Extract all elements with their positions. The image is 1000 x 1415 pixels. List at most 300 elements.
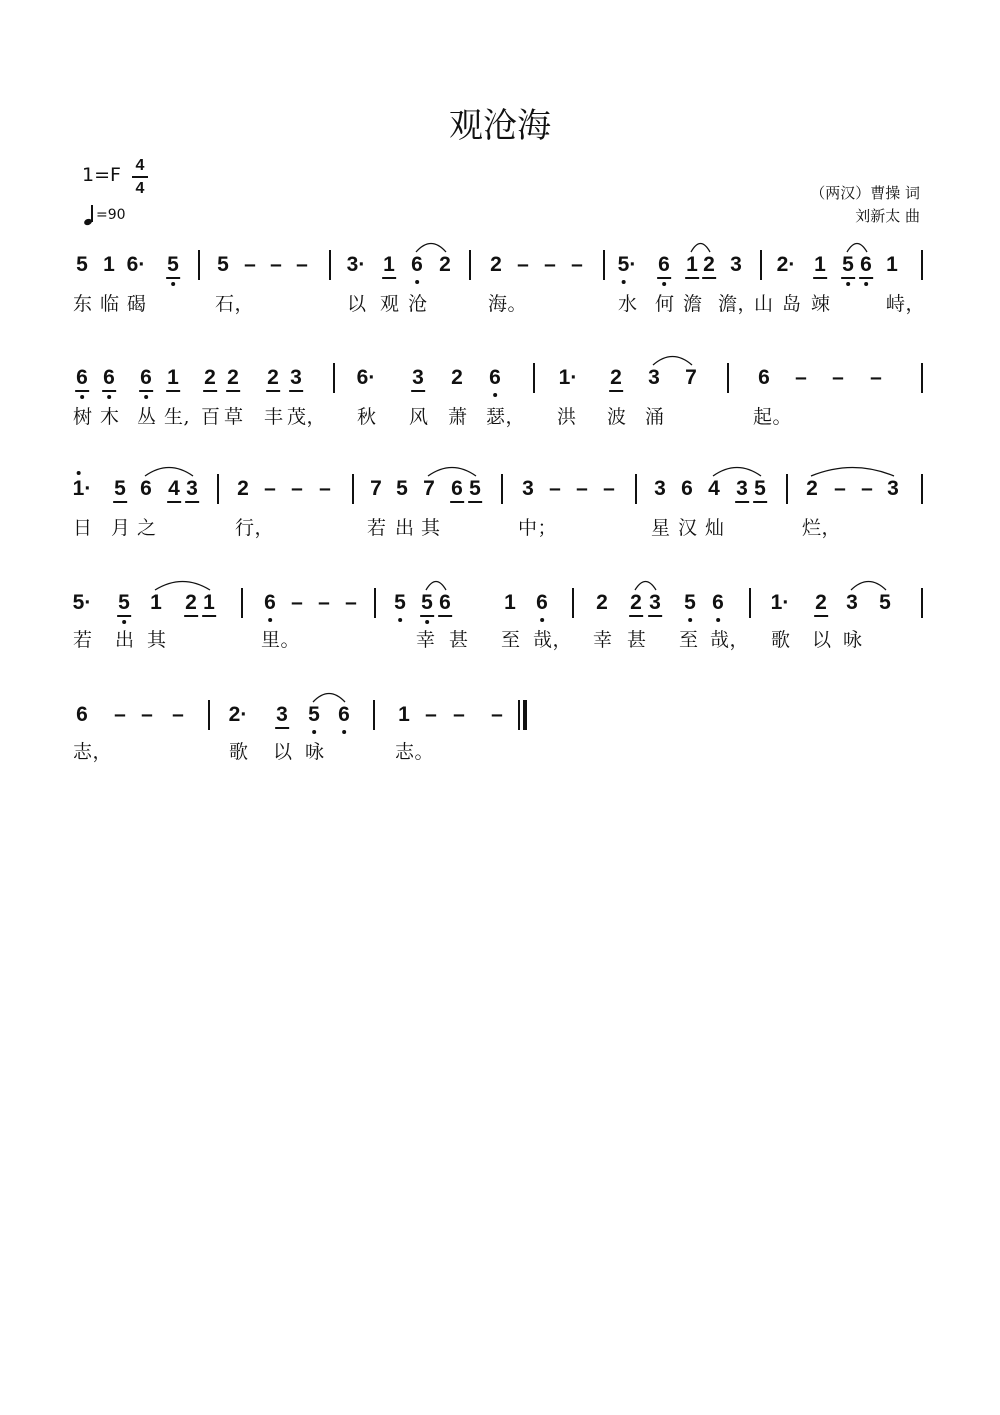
slur <box>633 576 658 592</box>
hold-dash <box>319 476 331 502</box>
note <box>654 476 666 502</box>
augmentation-dot: · <box>84 477 92 500</box>
key-label: 1=F <box>82 164 121 186</box>
lyric-syllable: 若 <box>367 517 387 539</box>
barline <box>572 588 574 618</box>
lyric-syllable: 碣 <box>127 293 147 315</box>
barline <box>333 363 335 393</box>
note-digit: 2 <box>815 591 827 614</box>
lyric-syllable: 澹， <box>718 293 758 315</box>
time-signature <box>132 156 148 198</box>
note-digit: 4 <box>708 477 720 500</box>
underline-beam <box>166 277 180 279</box>
hold-dash-glyph: – <box>576 477 588 500</box>
note <box>886 252 898 278</box>
hold-dash-glyph: – <box>517 253 529 276</box>
note-digit: 1 <box>504 591 516 614</box>
note-digit: 6 <box>536 591 548 614</box>
octave-down-dot <box>171 282 175 286</box>
hold-dash <box>861 476 873 502</box>
note <box>186 476 198 502</box>
note-digit: 6 <box>439 591 451 614</box>
lyric-syllable: 生, <box>164 406 191 428</box>
lyric-syllable: 以 <box>347 293 367 315</box>
note-digit: 7 <box>370 477 382 500</box>
note <box>522 476 534 502</box>
lyric-syllable: 至 <box>679 629 699 651</box>
note-digit: 3 <box>290 366 302 389</box>
note <box>489 365 501 391</box>
underline-beam <box>117 615 131 617</box>
underline-beam <box>859 277 873 279</box>
hold-dash <box>834 476 846 502</box>
barline <box>921 250 923 280</box>
underline-beam <box>648 615 662 617</box>
slur <box>689 238 712 254</box>
lyric-syllable: 以 <box>273 741 293 763</box>
final-barline <box>523 700 527 730</box>
underline-beam <box>166 390 180 392</box>
lyric-syllable: 临 <box>100 293 120 315</box>
note-digit: 7 <box>423 477 435 500</box>
underline-beam <box>685 277 699 279</box>
note <box>150 590 162 616</box>
note <box>411 252 423 278</box>
note <box>76 365 88 391</box>
note <box>439 590 451 616</box>
hold-dash <box>270 252 282 278</box>
note-digit: 2 <box>237 477 249 500</box>
hold-dash-glyph: – <box>571 253 583 276</box>
hold-dash-glyph: – <box>141 703 153 726</box>
note-digit: 6 <box>681 477 693 500</box>
time-signature-bottom: 4 <box>135 180 145 197</box>
note-digit: 5 <box>167 253 179 276</box>
note <box>347 252 366 278</box>
lyric-syllable: 月 <box>111 517 131 539</box>
octave-up-dot <box>77 471 81 475</box>
note <box>267 365 279 391</box>
note-digit: 2 <box>703 253 715 276</box>
note <box>596 590 608 616</box>
note <box>118 590 130 616</box>
barline <box>635 474 637 504</box>
tempo-value: =90 <box>96 207 126 223</box>
octave-down-dot <box>107 395 111 399</box>
lyric-syllable: 汉 <box>678 517 698 539</box>
note <box>815 590 827 616</box>
hold-dash-glyph: – <box>453 703 465 726</box>
note-digit: 6 <box>712 591 724 614</box>
lyric-syllable: 洪 <box>557 406 577 428</box>
lyric-syllable: 星 <box>651 517 671 539</box>
lyric-syllable: 风 <box>409 406 429 428</box>
barline <box>786 474 788 504</box>
note-digit: 3 <box>736 477 748 500</box>
underline-beam <box>841 277 855 279</box>
note <box>708 476 720 502</box>
note-digit: 5 <box>217 253 229 276</box>
note <box>76 252 88 278</box>
lyric-syllable: 树 <box>73 406 93 428</box>
lyric-syllable: 观 <box>380 293 400 315</box>
note <box>237 476 249 502</box>
note-digit: 5 <box>118 591 130 614</box>
hold-dash <box>425 702 437 728</box>
hold-dash-glyph: – <box>270 253 282 276</box>
note <box>736 476 748 502</box>
octave-down-dot <box>716 618 720 622</box>
note <box>229 702 248 728</box>
note-digit: 5 <box>76 253 88 276</box>
underline-beam <box>289 390 303 392</box>
barline <box>603 250 605 280</box>
note <box>879 590 891 616</box>
note <box>338 702 350 728</box>
octave-down-dot <box>662 282 666 286</box>
augmentation-dot: · <box>358 253 366 276</box>
underline-beam <box>184 615 198 617</box>
lyric-syllable: 水 <box>618 293 638 315</box>
barline <box>533 363 535 393</box>
note <box>73 590 92 616</box>
barline <box>749 588 751 618</box>
note <box>490 252 502 278</box>
octave-down-dot <box>122 620 126 624</box>
lyric-syllable: 竦 <box>811 293 831 315</box>
note <box>610 365 622 391</box>
barline <box>727 363 729 393</box>
augmentation-dot: · <box>782 591 790 614</box>
note-digit: 2 <box>185 591 197 614</box>
note-digit: 5 <box>879 591 891 614</box>
note-digit: 5 <box>754 477 766 500</box>
note-digit: 3 <box>730 253 742 276</box>
note <box>730 252 742 278</box>
octave-down-dot <box>493 393 497 397</box>
slur <box>424 576 448 592</box>
note <box>203 590 215 616</box>
hold-dash <box>141 702 153 728</box>
note <box>383 252 395 278</box>
hold-dash <box>345 590 357 616</box>
hold-dash-glyph: – <box>296 253 308 276</box>
note <box>754 476 766 502</box>
note-digit: 1 <box>103 253 115 276</box>
note-digit: 2 <box>267 366 279 389</box>
note <box>842 252 854 278</box>
note-digit: 5 <box>396 477 408 500</box>
note-digit: 3 <box>887 477 899 500</box>
octave-down-dot <box>268 618 272 622</box>
note <box>681 476 693 502</box>
note-digit: 1 <box>558 366 571 389</box>
note-digit: 6 <box>126 253 139 276</box>
octave-down-dot <box>846 282 850 286</box>
underline-beam <box>202 615 216 617</box>
note <box>227 365 239 391</box>
note-digit: 2 <box>806 477 818 500</box>
slur <box>426 462 478 478</box>
note <box>649 590 661 616</box>
note <box>412 365 424 391</box>
underline-beam <box>468 501 482 503</box>
hold-dash-glyph: – <box>264 477 276 500</box>
lyric-syllable: 咏 <box>843 629 863 651</box>
barline <box>241 588 243 618</box>
note-digit: 1 <box>203 591 215 614</box>
hold-dash-glyph: – <box>603 477 615 500</box>
note-digit: 1 <box>72 477 85 500</box>
note-digit: 2 <box>596 591 608 614</box>
hold-dash-glyph: – <box>834 477 846 500</box>
lyric-syllable: 石， <box>215 293 255 315</box>
hold-dash <box>571 252 583 278</box>
underline-beam <box>75 390 89 392</box>
note-digit: 1 <box>167 366 179 389</box>
hold-dash-glyph: – <box>861 477 873 500</box>
underline-beam <box>450 501 464 503</box>
note <box>394 590 406 616</box>
note-digit: 3 <box>412 366 424 389</box>
lyric-syllable: 百 <box>201 406 221 428</box>
note <box>684 590 696 616</box>
note-digit: 2 <box>490 253 502 276</box>
underline-beam <box>266 390 280 392</box>
note-digit: 5 <box>469 477 481 500</box>
barline <box>921 363 923 393</box>
note <box>127 252 146 278</box>
lyric-syllable: 若 <box>73 629 93 651</box>
note-digit: 5 <box>72 591 85 614</box>
slur <box>809 462 896 478</box>
underline-beam <box>185 501 199 503</box>
lyric-syllable: 幸 <box>416 629 436 651</box>
barline <box>208 700 210 730</box>
barline <box>921 588 923 618</box>
note-digit: 2 <box>228 703 241 726</box>
hold-dash-glyph: – <box>291 477 303 500</box>
lyric-syllable: 草 <box>224 406 244 428</box>
note <box>887 476 899 502</box>
note <box>185 590 197 616</box>
note-digit: 1 <box>770 591 783 614</box>
note <box>777 252 796 278</box>
note-digit: 6 <box>758 366 770 389</box>
hold-dash <box>264 476 276 502</box>
note-digit: 1 <box>686 253 698 276</box>
barline <box>217 474 219 504</box>
note-digit: 6 <box>860 253 872 276</box>
octave-down-dot <box>415 280 419 284</box>
hold-dash-glyph: – <box>544 253 556 276</box>
lyric-syllable: 里。 <box>261 629 301 651</box>
note-digit: 6 <box>658 253 670 276</box>
note <box>814 252 826 278</box>
hold-dash <box>517 252 529 278</box>
underline-beam <box>735 501 749 503</box>
slur <box>849 576 888 592</box>
note <box>703 252 715 278</box>
note-digit: 6 <box>411 253 423 276</box>
lyric-syllable: 丛 <box>137 406 157 428</box>
slur <box>845 238 869 254</box>
note <box>103 252 115 278</box>
note <box>618 252 637 278</box>
barline <box>352 474 354 504</box>
augmentation-dot: · <box>629 253 637 276</box>
note <box>204 365 216 391</box>
octave-down-dot <box>425 620 429 624</box>
note <box>290 365 302 391</box>
lyric-syllable: 哉， <box>710 629 750 651</box>
note <box>630 590 642 616</box>
note-digit: 1 <box>886 253 898 276</box>
octave-down-dot <box>688 618 692 622</box>
time-signature-top: 4 <box>135 157 145 174</box>
lyric-syllable: 起。 <box>753 406 793 428</box>
note <box>140 365 152 391</box>
underline-beam <box>753 501 767 503</box>
note-digit: 5 <box>421 591 433 614</box>
page-title: 观沧海 <box>449 106 551 146</box>
barline <box>469 250 471 280</box>
underline-beam <box>113 501 127 503</box>
hold-dash-glyph: – <box>870 366 882 389</box>
hold-dash <box>491 702 503 728</box>
lyric-syllable: 其 <box>147 629 167 651</box>
note <box>76 702 88 728</box>
lyric-syllable: 至 <box>501 629 521 651</box>
lyric-syllable: 甚 <box>449 629 469 651</box>
note-digit: 1 <box>383 253 395 276</box>
octave-down-dot <box>398 618 402 622</box>
underline-beam <box>382 277 396 279</box>
hold-dash-glyph: – <box>549 477 561 500</box>
note-digit: 6 <box>140 477 152 500</box>
underline-beam <box>167 501 181 503</box>
lyric-syllable: 日 <box>73 517 93 539</box>
lyric-syllable: 志。 <box>395 741 435 763</box>
barline <box>921 474 923 504</box>
octave-down-dot <box>342 730 346 734</box>
barline <box>329 250 331 280</box>
augmentation-dot: · <box>84 591 92 614</box>
hold-dash-glyph: – <box>832 366 844 389</box>
lyric-syllable: 哉， <box>533 629 573 651</box>
underline-beam <box>813 277 827 279</box>
note-digit: 6 <box>338 703 350 726</box>
hold-dash-glyph: – <box>172 703 184 726</box>
lyric-syllable: 咏 <box>305 741 325 763</box>
lyric-syllable: 中； <box>518 517 558 539</box>
octave-down-dot <box>540 618 544 622</box>
lyric-syllable: 岛 <box>782 293 802 315</box>
underline-beam <box>609 390 623 392</box>
barline <box>374 588 376 618</box>
note-digit: 2 <box>439 253 451 276</box>
octave-down-dot <box>622 280 626 284</box>
slur <box>143 462 195 478</box>
lyric-syllable: 涌 <box>645 406 665 428</box>
lyric-syllable: 灿 <box>705 517 725 539</box>
underline-beam <box>203 390 217 392</box>
note <box>451 365 463 391</box>
augmentation-dot: · <box>570 366 578 389</box>
hold-dash-glyph: – <box>345 591 357 614</box>
underline-beam <box>657 277 671 279</box>
augmentation-dot: · <box>788 253 796 276</box>
underline-beam <box>102 390 116 392</box>
note-digit: 2 <box>451 366 463 389</box>
augmentation-dot: · <box>138 253 146 276</box>
lyric-syllable: 歌 <box>229 741 249 763</box>
octave-down-dot <box>144 395 148 399</box>
underline-beam <box>411 390 425 392</box>
lyric-syllable: 何 <box>655 293 675 315</box>
note-digit: 7 <box>685 366 697 389</box>
underline-beam <box>814 615 828 617</box>
note <box>686 252 698 278</box>
lyric-syllable: 木 <box>100 406 120 428</box>
note <box>758 365 770 391</box>
augmentation-dot: · <box>240 703 248 726</box>
note <box>712 590 724 616</box>
lyric-syllable: 烂， <box>802 517 842 539</box>
hold-dash <box>296 252 308 278</box>
hold-dash-glyph: – <box>425 703 437 726</box>
lyric-syllable: 瑟， <box>486 406 526 428</box>
hold-dash <box>244 252 256 278</box>
hold-dash <box>549 476 561 502</box>
lyric-syllable: 东 <box>73 293 93 315</box>
note <box>308 702 320 728</box>
note <box>860 252 872 278</box>
note <box>536 590 548 616</box>
hold-dash-glyph: – <box>795 366 807 389</box>
hold-dash-glyph: – <box>291 591 303 614</box>
note <box>217 252 229 278</box>
underline-beam <box>226 390 240 392</box>
lyric-syllable: 之 <box>137 517 157 539</box>
underline-beam <box>275 727 289 729</box>
note <box>648 365 660 391</box>
note-digit: 6 <box>76 366 88 389</box>
underline-beam <box>420 615 434 617</box>
note <box>398 702 410 728</box>
hold-dash <box>318 590 330 616</box>
lyric-syllable: 歌 <box>771 629 791 651</box>
hold-dash <box>603 476 615 502</box>
note-digit: 5 <box>394 591 406 614</box>
slur <box>153 576 212 592</box>
hold-dash <box>832 365 844 391</box>
note <box>276 702 288 728</box>
barline <box>198 250 200 280</box>
note <box>168 476 180 502</box>
note <box>167 365 179 391</box>
note <box>103 365 115 391</box>
note <box>771 590 790 616</box>
hold-dash-glyph: – <box>318 591 330 614</box>
lyric-syllable: 行， <box>235 517 275 539</box>
hold-dash-glyph: – <box>114 703 126 726</box>
note-digit: 1 <box>814 253 826 276</box>
slur <box>651 351 694 367</box>
note-digit: 6 <box>451 477 463 500</box>
note-digit: 6 <box>76 703 88 726</box>
note-digit: 2 <box>776 253 789 276</box>
